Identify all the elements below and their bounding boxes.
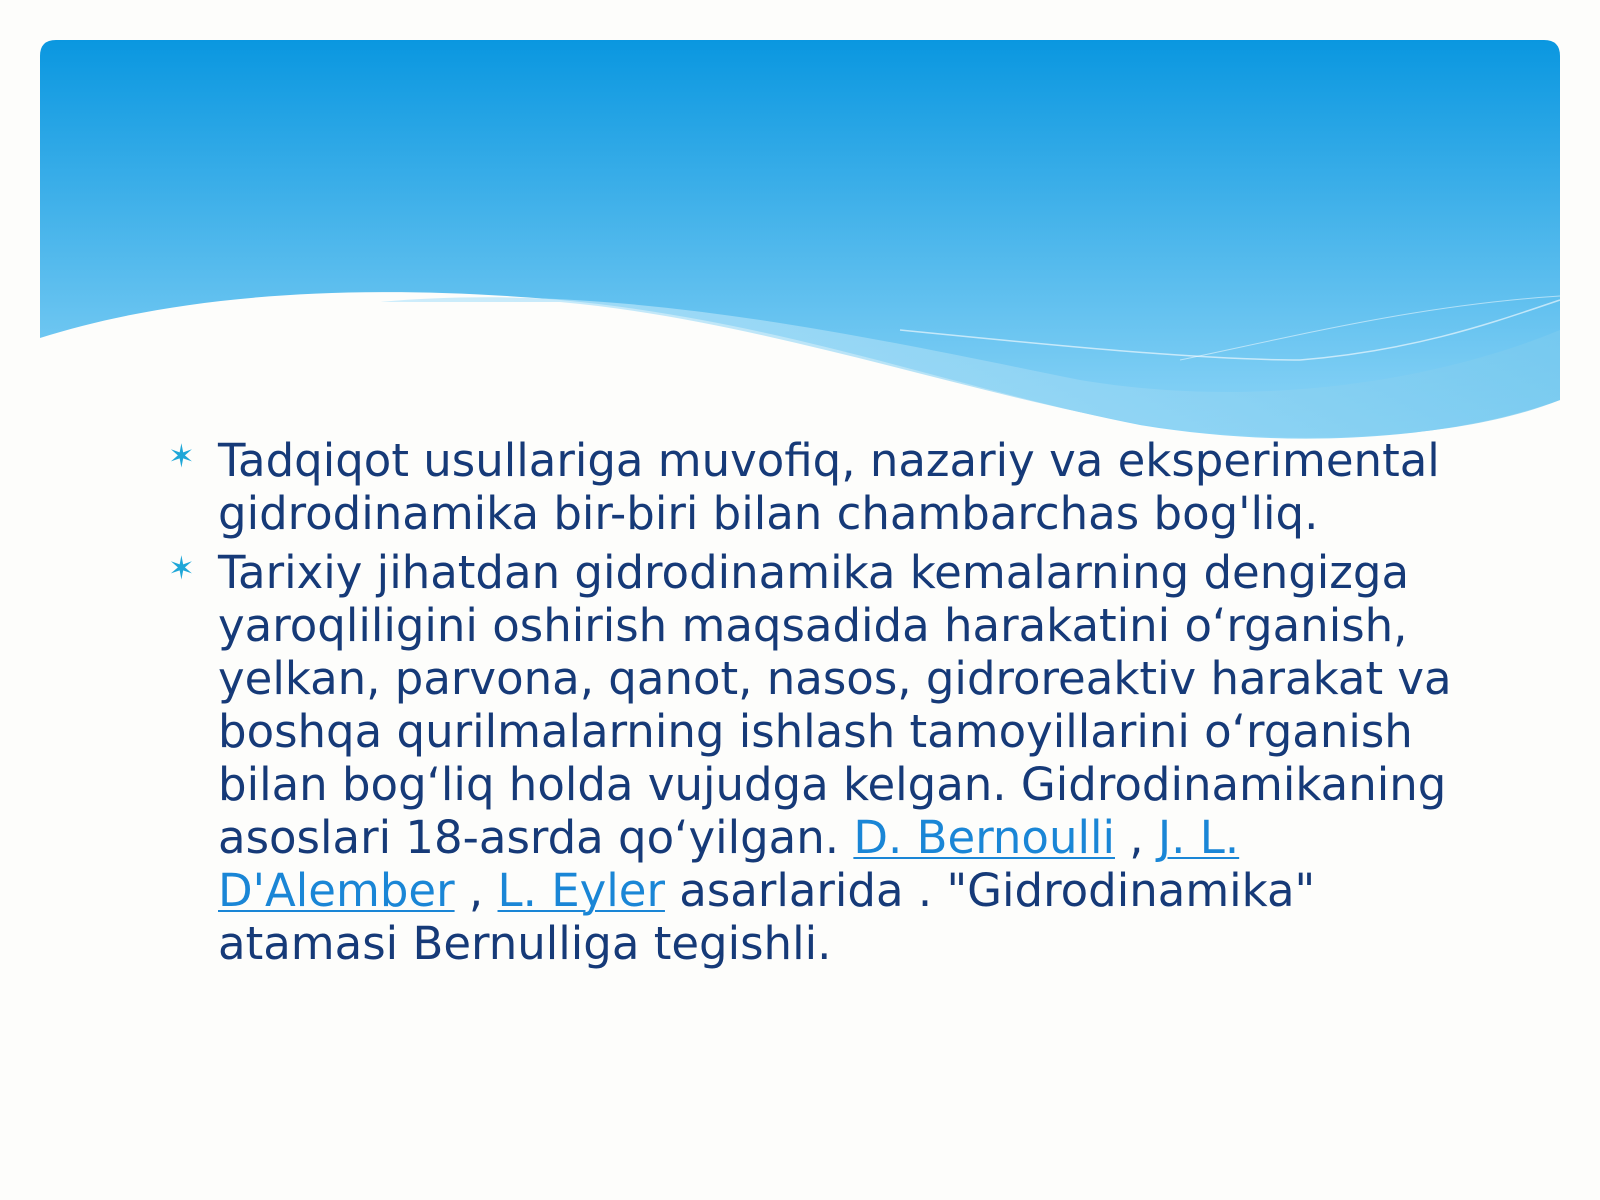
bullet-item (168, 434, 1458, 540)
slide-content (168, 434, 1458, 976)
bullet-text-segment: Tarixiy jihatdan gidrodinamika kemalarning dengizga yaroqliligini oshirish maqsadida harakatini o‘rganish, yelkan, parvona, qanot, nasos, gidroreaktiv harakat va boshqa qurilmalarning ishlash tamoyillarini o‘rganish bilan bog‘liq holda vujudga kelgan. Gidrodinamikaning asoslari 18-asrda qo‘yilgan. (218, 546, 1452, 864)
star-bullet-icon: ✶ (168, 437, 195, 475)
link-j-l-dalember[interactable]: J. L. D'Alember (218, 811, 1240, 917)
bullet-text (218, 546, 1458, 970)
link-l-eyler[interactable]: L. Eyler (497, 864, 665, 917)
bullet-item (168, 546, 1458, 970)
bullet-text-segment: asarlarida . "Gidrodinamika" atamasi Bernulliga tegishli. (218, 864, 1316, 970)
link-d-bernoulli[interactable]: D. Bernoulli (853, 811, 1115, 864)
star-bullet-icon: ✶ (168, 549, 195, 587)
bullet-text: Tadqiqot usullariga muvofiq, nazariy va eksperimental gidrodinamika bir-biri bilan chambarchas bog'liq. (218, 434, 1440, 540)
separator: , (454, 864, 498, 917)
separator: , (1114, 811, 1158, 864)
